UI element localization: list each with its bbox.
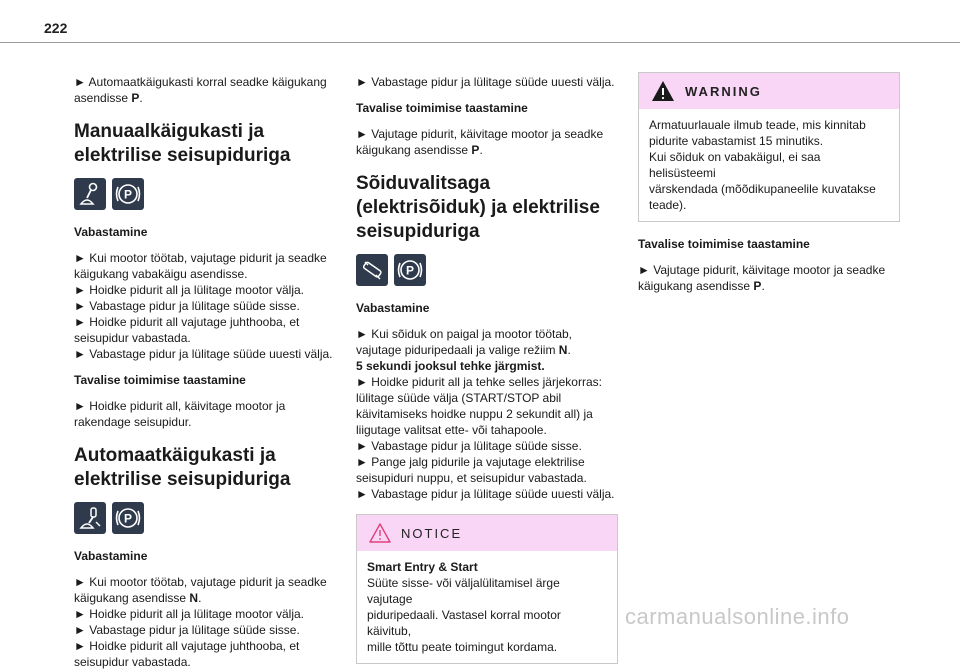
warning-title: WARNING: [685, 83, 762, 99]
warning-box: [638, 72, 900, 222]
notice-line: piduripedaali. Vastasel korral mootor käivitub,: [367, 608, 561, 638]
release-line: lülitage süüde välja (START/STOP abil: [356, 391, 562, 405]
warning-line: värskendada (mõõdikupaneelile kuvatakse: [649, 182, 876, 196]
automatic-gearshift-icon: [74, 502, 106, 534]
release-heading-manual: Vabastamine: [74, 225, 148, 239]
release-line: ► Kui mootor töötab, vajutage pidurit ja seadke: [74, 575, 327, 589]
restore-line: ► Hoidke pidurit all, käivitage mootor ja: [74, 399, 286, 413]
release-line: seisupidur vabastada.: [74, 331, 191, 345]
notice-body: [357, 551, 617, 663]
svg-text:P: P: [123, 187, 133, 202]
warning-line: teade).: [649, 198, 687, 212]
release-line: seisupiduri nuppu, et seisupidur vabastada.: [356, 471, 587, 485]
restore-line: käigukang asendisse P.: [356, 143, 483, 157]
release-line: käigukang asendisse N.: [74, 591, 202, 605]
release-heading-shift-by-wire: Vabastamine: [356, 301, 430, 315]
column-3: [638, 72, 910, 294]
release-line: ► Kui sõiduk on paigal ja mootor töötab,: [356, 327, 573, 341]
footer-watermark: carmanualsonline.info: [625, 604, 850, 629]
intro-paragraph: ► Automaatkäigukasti korral seadke käigukang asendisse P.: [74, 75, 327, 105]
warning-header: [639, 73, 899, 109]
notice-title: NOTICE: [401, 525, 463, 541]
restore-line: käigukang asendisse P.: [638, 279, 765, 293]
warning-body: [639, 109, 899, 221]
notice-box: [356, 514, 618, 664]
restore-line: ► Vajutage pidurit, käivitage mootor ja seadke: [356, 127, 604, 141]
release-line: ► Vabastage pidur ja lülitage süüde sisse.: [356, 439, 582, 453]
icon-row-shift-by-wire: [356, 254, 628, 286]
restore-heading-auto: Tavalise toimimise taastamine: [356, 101, 528, 115]
release-line: ► Vabastage pidur ja lülitage süüde uuesti välja.: [356, 75, 615, 89]
restore-line: ► Vajutage pidurit, käivitage mootor ja seadke: [638, 263, 886, 277]
section-title-automatic: Automaatkäigukasti ja elektrilise seisupiduriga: [74, 445, 291, 490]
release-line: 5 sekundi jooksul tehke järgmist.: [356, 359, 545, 373]
parking-brake-icon: [394, 254, 426, 286]
release-line: ► Hoidke pidurit all ja lülitage mootor välja.: [74, 283, 304, 297]
svg-text:P: P: [405, 263, 415, 278]
manual-gearshift-icon: [74, 178, 106, 210]
release-line: ► Hoidke pidurit all ja lülitage mootor välja.: [74, 607, 304, 621]
parking-brake-icon: [112, 178, 144, 210]
release-line: ► Vabastage pidur ja lülitage süüde sisse.: [74, 623, 300, 637]
icon-row-automatic: [74, 502, 346, 534]
warning-line: pidurite vabastamist 15 minutiks.: [649, 134, 824, 148]
release-line: ► Hoidke pidurit all vajutage juhthooba, et: [74, 639, 300, 653]
release-line: ► Hoidke pidurit all ja tehke selles järjekorras:: [356, 375, 602, 389]
section-title-manual: Manuaalkäigukasti ja elektrilise seisupiduriga: [74, 121, 291, 166]
shift-by-wire-icon: [356, 254, 388, 286]
release-line: ► Vabastage pidur ja lülitage süüde uuesti välja.: [356, 487, 615, 501]
notice-line: Süüte sisse- või väljalülitamisel ärge vajutage: [367, 576, 560, 606]
top-rule: [0, 42, 960, 43]
release-line: ► Vabastage pidur ja lülitage süüde sisse.: [74, 299, 300, 313]
release-line: käigukang vabakäigu asendisse.: [74, 267, 248, 281]
warning-triangle-icon: [651, 80, 675, 102]
warning-line: Kui sõiduk on vabakäigul, ei saa helisüsteemi: [649, 150, 821, 180]
notice-header: [357, 515, 617, 551]
release-line: ► Vabastage pidur ja lülitage süüde uuesti välja.: [74, 347, 333, 361]
notice-triangle-icon: [369, 523, 391, 543]
release-line: seisupidur vabastada.: [74, 655, 191, 669]
restore-heading-manual: Tavalise toimimise taastamine: [74, 373, 246, 387]
release-line: liigutage valitsat ette- või tahapoole.: [356, 423, 547, 437]
warning-line: Armatuurlauale ilmub teade, mis kinnitab: [649, 118, 866, 132]
release-line: käivitamiseks hoidke nuppu 2 sekundit all) ja: [356, 407, 593, 421]
svg-text:P: P: [123, 511, 133, 526]
release-line: vajutage piduripedaali ja valige režiim N.: [356, 343, 571, 357]
section-title-shift-by-wire: Sõiduvalitsaga (elektrisõiduk) ja elektrilise seisupiduriga: [356, 173, 600, 242]
release-heading-automatic: Vabastamine: [74, 549, 148, 563]
icon-row-manual: [74, 178, 346, 210]
parking-brake-icon: [112, 502, 144, 534]
notice-heading: Smart Entry & Start: [367, 560, 478, 574]
release-line: ► Kui mootor töötab, vajutage pidurit ja seadke: [74, 251, 327, 265]
release-line: ► Hoidke pidurit all vajutage juhthooba, et: [74, 315, 300, 329]
column-1: [74, 74, 346, 670]
restore-heading-ev: Tavalise toimimise taastamine: [638, 237, 810, 251]
notice-line: mille tõttu peate toimingut kordama.: [367, 640, 558, 654]
page-number: 222: [44, 20, 68, 36]
column-2: [356, 74, 628, 664]
release-line: ► Pange jalg pidurile ja vajutage elektrilise: [356, 455, 585, 469]
restore-line: rakendage seisupidur.: [74, 415, 192, 429]
